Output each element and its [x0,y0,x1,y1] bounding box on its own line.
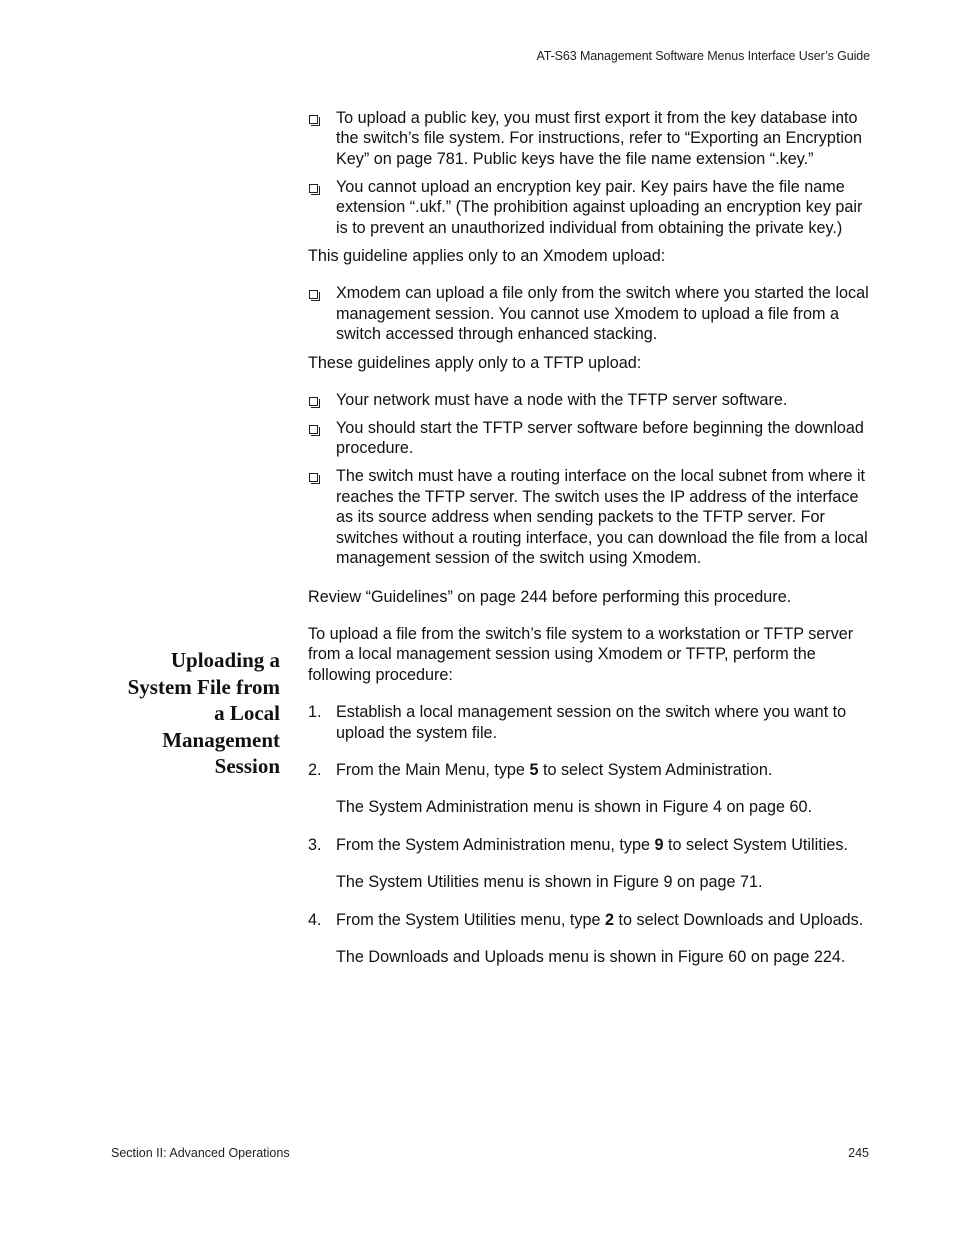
procedure-steps [308,702,870,967]
tftp-intro: These guidelines apply only to a TFTP upload: [308,353,642,372]
xmodem-guidelines-list [308,283,870,344]
menu-key: 2 [604,910,614,929]
list-item: Xmodem can upload a file only from the switch where you started the local management session. You cannot use Xmodem to upload a file from a switch accessed through enhanced stacking. [308,283,870,344]
step-number: 4. [308,910,322,929]
step-text: From the Main Menu, type 5 to select System Administration. [336,760,773,779]
checkbox-bullet-icon [309,397,318,406]
xmodem-intro: This guideline applies only to an Xmodem upload: [308,247,666,266]
section-heading: Uploading a System File from a Local Management Session [127,648,280,779]
list-item: You cannot upload an encryption key pair. Key pairs have the file name extension “.ukf.” (The prohibition against uploading an encryption key pair is to prevent an unauthorized individual from obtaining the private key.) [308,177,870,238]
step-text: Establish a local management session on the switch where you want to upload the system file. [336,703,847,742]
running-footer: Section II: Advanced Operations [111,1146,290,1160]
checkbox-bullet-icon [309,115,318,124]
checkbox-bullet-icon [309,184,318,193]
checkbox-bullet-icon [309,473,318,482]
running-header: AT-S63 Management Software Menus Interface User’s Guide [536,49,870,63]
main-content [308,108,870,984]
menu-key: 5 [529,760,539,779]
procedure-step [308,910,870,968]
key-guidelines-list [308,108,870,238]
checkbox-bullet-icon [309,425,318,434]
procedure-step [308,702,870,743]
review-guidelines-text: Review “Guidelines” on page 244 before performing this procedure. [308,587,792,606]
procedure-step [308,835,870,893]
step-note: The Downloads and Uploads menu is shown in Figure 60 on page 224. [336,947,846,966]
step-text: From the System Administration menu, type 9 to select System Utilities. [336,835,848,854]
list-item: To upload a public key, you must first export it from the key database into the switch’s file system. For instructions, refer to “Exporting an Encryption Key” on page 781. Public keys have the file name extension “.key.” [308,108,870,169]
checkbox-bullet-icon [309,290,318,299]
step-note: The System Administration menu is shown in Figure 4 on page 60. [336,798,812,817]
list-item: Your network must have a node with the TFTP server software. [308,390,870,410]
procedure-step [308,760,870,818]
step-number: 3. [308,835,322,854]
step-text: From the System Utilities menu, type 2 to select Downloads and Uploads. [336,910,864,929]
procedure-intro: To upload a file from the switch’s file system to a workstation or TFTP server from a local management session using Xmodem or TFTP, perform the following procedure: [308,624,854,684]
list-item: You should start the TFTP server software before beginning the download procedure. [308,418,870,459]
menu-key: 9 [654,835,664,854]
tftp-guidelines-list [308,390,870,568]
step-number: 1. [308,703,322,722]
step-note: The System Utilities menu is shown in Figure 9 on page 71. [336,873,763,892]
list-item: The switch must have a routing interface on the local subnet from where it reaches the TFTP server. The switch uses the IP address of the interface as its source address when sending packets to the TFTP server. For switches without a routing interface, you can download the file from a local management session of the switch using Xmodem. [308,466,870,568]
page-number: 245 [848,1146,869,1160]
step-number: 2. [308,760,322,779]
